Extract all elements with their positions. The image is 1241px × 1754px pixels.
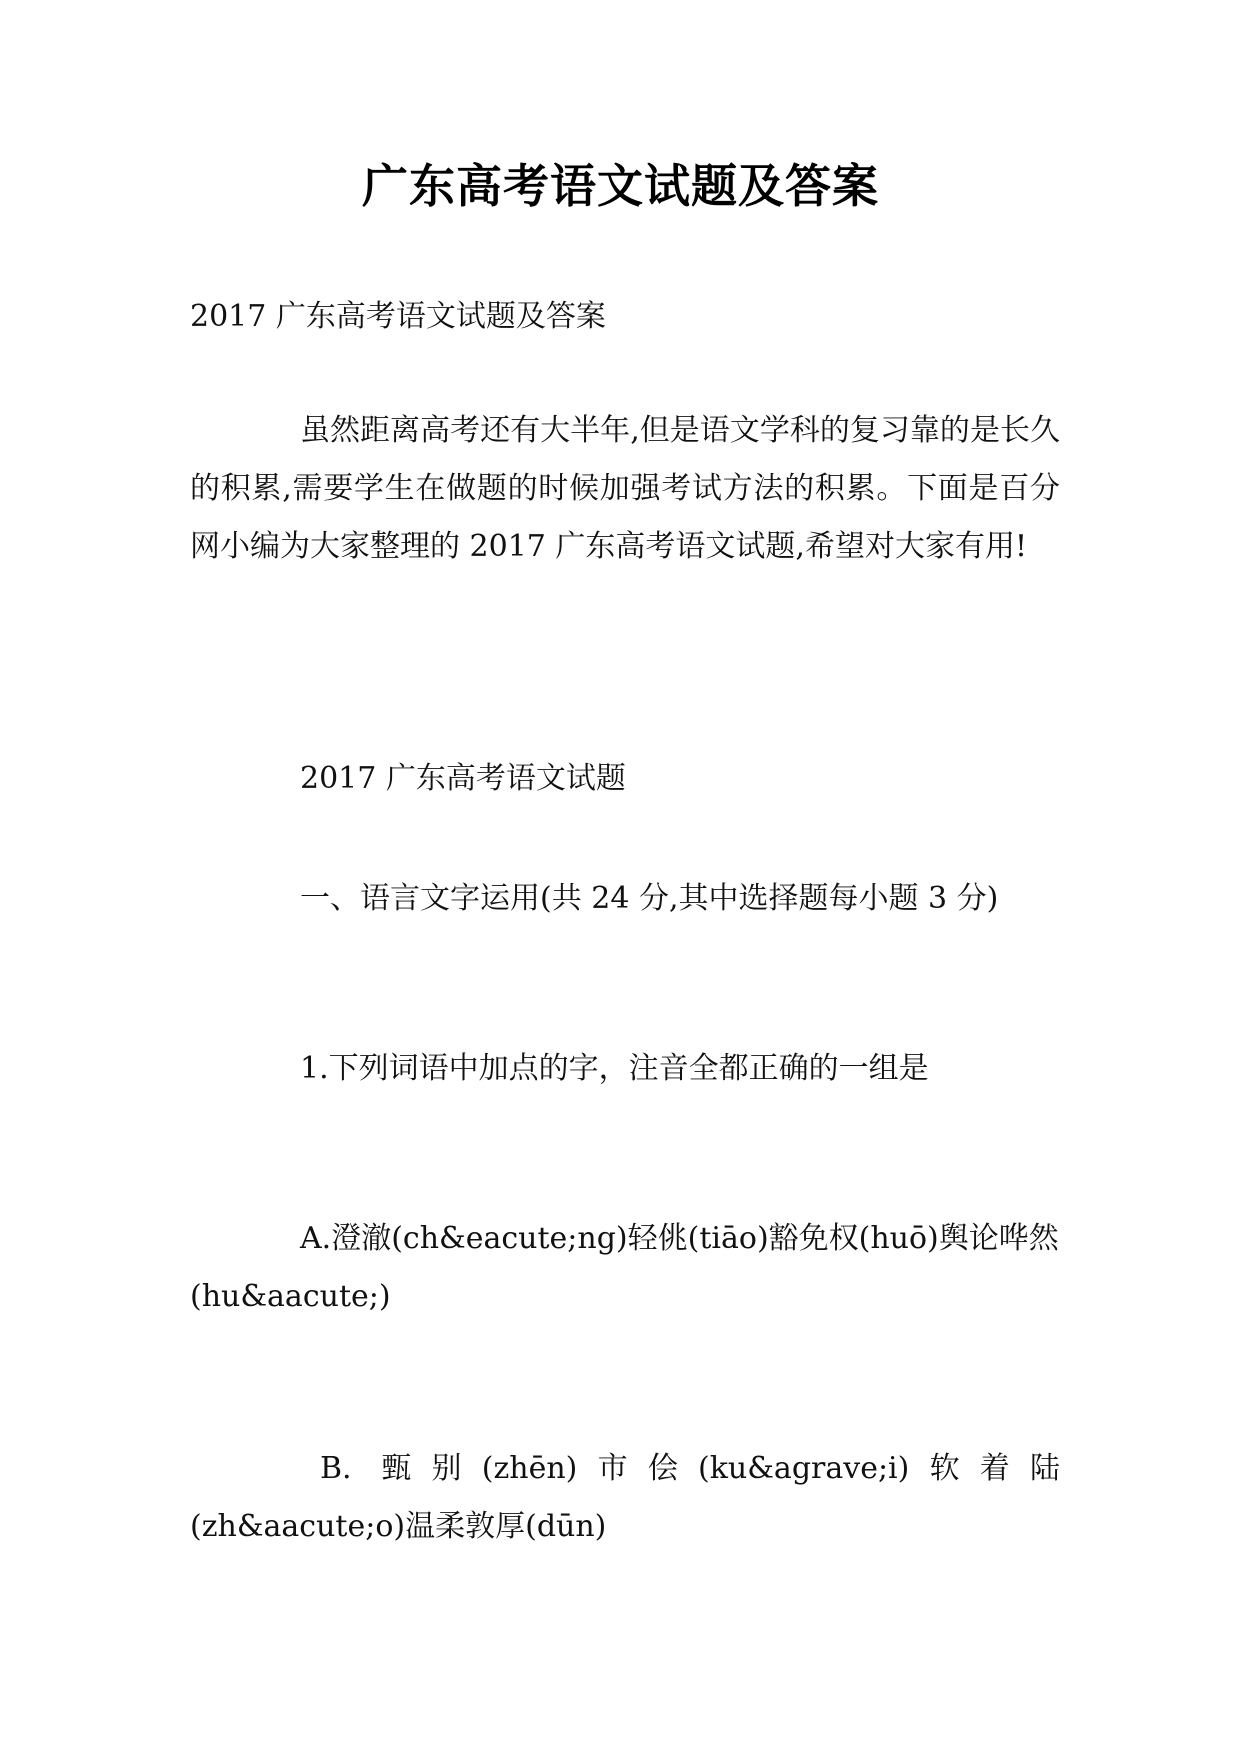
document-title: 广东高考语文试题及答案 (362, 159, 879, 213)
intro-paragraph: 虽然距离高考还有大半年,但是语文学科的复习靠的是长久的积累,需要学生在做题的时候加强考试方法的积累。下面是百分网小编为大家整理的 2017 广东高考语文试题,希望对大家有用! (190, 413, 1060, 564)
document-subtitle: 2017 广东高考语文试题及答案 (190, 299, 606, 334)
section-heading: 2017 广东高考语文试题 (300, 761, 626, 796)
question-1: 1.下列词语中加点的字，注音全都正确的一组是 (300, 1051, 929, 1086)
part-heading: 一、语言文字运用(共 24 分,其中选择题每小题 3 分) (300, 881, 999, 916)
option-b: B. 甄别(zhēn)市侩(ku&agrave;i)软着陆(zh&aacute;o)温柔敦厚(dūn) (190, 1451, 1060, 1544)
option-a: A.澄澈(ch&eacute;ng)轻佻(tiāo)豁免权(huō)舆论哗然(hu&aacute;) (190, 1221, 1059, 1314)
